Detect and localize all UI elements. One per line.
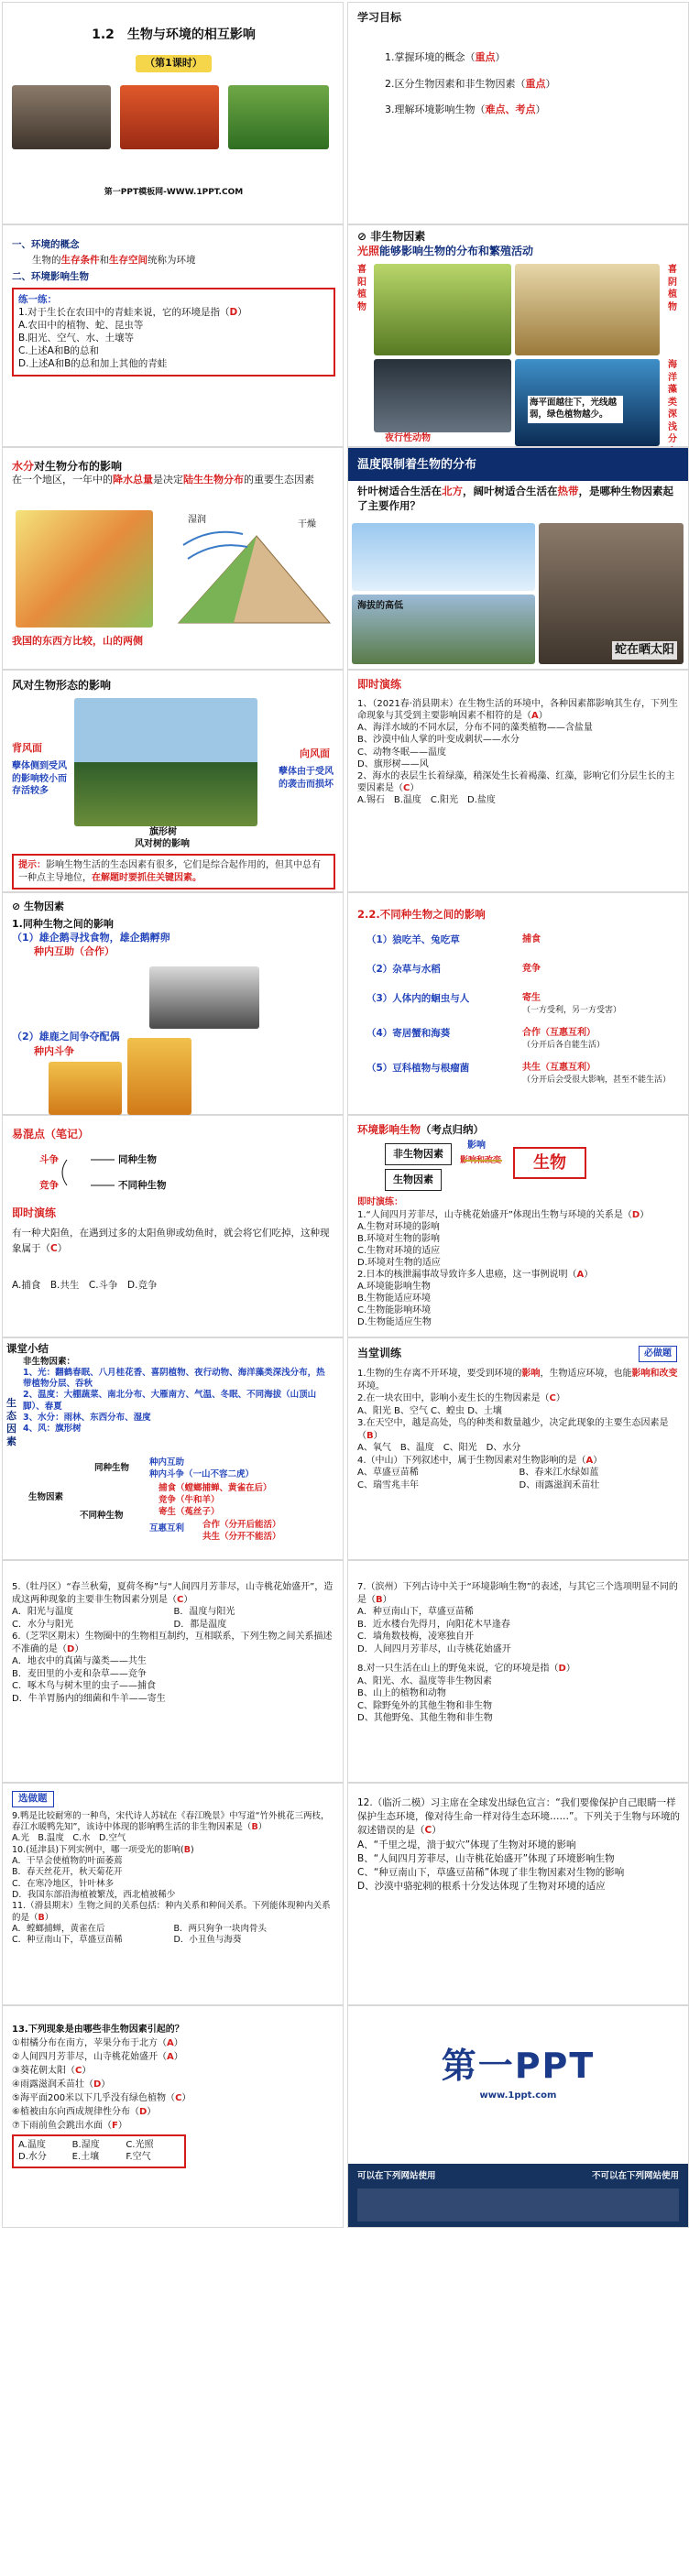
brand-url: www.1ppt.com <box>479 2090 557 2101</box>
slide-1-title <box>2 2 344 224</box>
relation-left: （2）杂草与水稻 <box>366 964 441 975</box>
diff-predation: 捕食（螳螂捕蝉、黄雀在后） <box>159 1483 272 1493</box>
option: A、“千里之堤，溃于蚁穴”体现了生物对环境的影响 <box>357 1839 576 1850</box>
slide-12-summary-quiz <box>347 1115 689 1337</box>
question-8: 8.对一只生活在山上的野兔来说，它的环境是指（D） <box>357 1664 575 1674</box>
option: B、“人间四月芳菲尽，山寺桃花始盛开”体现了环境影响生物 <box>357 1852 615 1864</box>
option: A.生物对环境的影响 <box>357 1222 440 1232</box>
label-sea-algae: 海洋藻类深浅分 <box>668 360 677 444</box>
label-flag-tree: 旗形树 <box>149 827 177 837</box>
wind-title: 风对生物形态的影响 <box>12 679 112 692</box>
brand-logo: 第一PPT www.1ppt.com <box>348 2043 688 2102</box>
relation-note: （一方受利，另一方受害） <box>522 1005 622 1015</box>
question-6: 6.（芝罘区期末）生物圈中的生物相互制约，互相联系，下列生物之间关系描述不准确的是（D） <box>12 1632 333 1654</box>
note-leeward: 孽体侧到受风的影响较小而存活较多 <box>12 761 67 796</box>
diff-competition: 竞争（牛和羊） <box>159 1495 220 1505</box>
heading-2: 二、环境影响生物 <box>12 271 89 283</box>
lesson-badge: （第1课时） <box>136 55 212 72</box>
choices-box <box>12 2134 186 2168</box>
practice-question-1: 1.生物的生存离不开环境，要受到环境的影响，生物适应环境，也能影响和改变环境。 <box>357 1369 678 1392</box>
option: B.生物能适应环境 <box>357 1293 432 1304</box>
q13-row: ⑤海平面200米以下几乎没有绿色植物（C） <box>12 2093 191 2103</box>
q13-row: ②人间四月芳菲尽，山寺桃花始盛开（A） <box>12 2052 183 2062</box>
bio-factor-label: 生物因素 <box>28 1492 64 1502</box>
box-bio: 生物因素 <box>385 1169 442 1191</box>
temp-title: 温度限制着生物的分布 <box>348 448 688 481</box>
lesson-title: 1.2 生物与环境的相互影响 <box>92 27 256 42</box>
box-nonbio: 非生物因素 <box>385 1143 452 1165</box>
slide-15-questions <box>2 1560 344 1783</box>
diff-mutualism: 互惠互利 <box>149 1523 185 1534</box>
deer-photo <box>49 1062 122 1115</box>
slide-4-light <box>347 224 689 447</box>
quiz-block <box>357 1209 681 1328</box>
option: D、旗形树——风 <box>357 759 429 770</box>
china-map <box>16 510 153 628</box>
slide-13-lesson-summary <box>2 1337 344 1560</box>
option: D、雨露滋润禾苗壮 <box>519 1479 600 1490</box>
option: C.上述A和B的总和 <box>18 345 100 357</box>
practice-question-2: 2.在一块农田中，影响小麦生长的生物因素是（C） <box>357 1393 565 1404</box>
option: B.阳光、空气、水、土壤等 <box>18 333 135 344</box>
quiz-question-2: 2.日本的核泄漏事故导致许多人患癌，这一事例说明（A） <box>357 1270 594 1280</box>
flag-tree-photo <box>74 698 257 826</box>
option: D．都是温度 <box>173 1619 227 1630</box>
label-struggle: 斗争 <box>39 1154 59 1165</box>
option: D、沙漠中骆驼刺的根系十分发达体现了生物对环境的适应 <box>357 1881 606 1893</box>
option: A、阳光 B、空气 C、蝗虫 D、土壤 <box>357 1405 502 1416</box>
option: D.环境对生物的适应 <box>357 1258 441 1268</box>
practice-label: 练一练： <box>18 293 57 305</box>
question-11: 11.（滑县期末）生物之间的关系包括：种内关系和种间关系。下列能体现种内关系的是（B） <box>12 1901 331 1923</box>
label-windward: 向风面 <box>300 748 330 759</box>
water-title: 水分对生物分布的影响 <box>12 460 123 473</box>
slide-19-question-13 <box>2 2005 344 2228</box>
diff-symbiosis: 共生（分开不能活） <box>202 1532 281 1542</box>
relation-right: 共生（互惠互利） <box>522 1063 596 1073</box>
option: C．水分与阳光 <box>12 1619 73 1630</box>
question-10: 10.(延津县)下列实例中，哪一项受光的影响(B) <box>12 1844 194 1855</box>
option: A、阳光、水、温度等非生物因素 <box>357 1675 492 1686</box>
slide-14-practice <box>347 1337 689 1560</box>
option: D．人间四月芳菲尽，山寺桃花始盛开 <box>357 1643 511 1654</box>
note-windward: 孽体由于受风的袭击而损坏 <box>279 767 334 790</box>
footer-links <box>357 2189 679 2221</box>
option: A．地衣中的真菌与藻类——共生 <box>12 1656 147 1666</box>
competition-example: （2）雄鹿之间争夺配偶 <box>12 1031 120 1042</box>
question-5: 5.（牡丹区）“春兰秋菊，夏荷冬梅”与“人间四月芳菲尽，山寺桃花始盛开”，造成这两种现象的主要非生物因素分别是（C） <box>12 1582 334 1605</box>
option: A.光 B.温度 C.水 D.空气 <box>12 1833 126 1844</box>
relation-left: （3）人体内的蛔虫与人 <box>366 993 470 1004</box>
definition: 生物的生存条件和生存空间统称为环境 <box>32 255 196 267</box>
ginseng-photo <box>515 264 660 355</box>
practice-question-3: 3.在天空中，越是高处，鸟的种类和数量越少，决定此现象的主要生态因素是（B） <box>357 1418 669 1441</box>
practice-question: 1.对于生长在农田中的青蛙来说，它的环境是指（D） <box>18 306 247 318</box>
nonbio-heading: ⊘ 非生物因素 <box>357 230 426 243</box>
relation-right: 合作（互惠互利） <box>522 1028 596 1038</box>
slide-8-drill <box>347 670 689 892</box>
slide-5-water <box>2 447 344 670</box>
summary-title: 课堂小结 <box>6 1342 49 1355</box>
tip-box: 提示：影响生物生活的生态因素有很多，它们是综合起作用的，但其中总有一种点主导地位，在解题时要抓住关键因素。 <box>12 854 335 890</box>
slide-2-goals <box>347 2 689 224</box>
quiz-question-1: 1.“人间四月芳菲尽，山寺桃花始盛开”体现出生物与环境的关系是（D） <box>357 1210 650 1220</box>
penguins-photo <box>149 966 259 1029</box>
summary-item: 3、水分：雨林、东西分布、湿度 <box>23 1412 151 1423</box>
grass-photo <box>374 264 511 355</box>
light-subtitle: 光照能够影响生物的分布和繁殖活动 <box>357 245 534 258</box>
footer-col-1: 可以在下列网站使用 <box>357 2171 436 2181</box>
relation-left: （4）寄居蟹和海葵 <box>366 1028 451 1039</box>
option: C．在寒冷地区，针叶林多 <box>12 1878 115 1889</box>
flow-arrow <box>464 1160 502 1162</box>
option: A、氧气 B、温度 C、阳光 D、水分 <box>357 1443 521 1454</box>
drill-question-1: 1、（2021春·消县期末）在生物生活的环境中，各种因素都影响其生存，下列生命现象与其受到主要影响因素不相符的是（A） <box>357 698 678 722</box>
drill-question: 有一种犬阳鱼，在遇到过多的太阳鱼卵或幼鱼时，就会将它们吃掉，这种现象属于（C） <box>12 1228 330 1254</box>
option: B、山上的植物和动物 <box>357 1688 446 1698</box>
goal-item-2: 2.区分生物因素和非生物因素（重点） <box>385 77 556 90</box>
q13-row: ①柑橘分布在南方，苹果分布于北方（A） <box>12 2038 183 2048</box>
drill-title: 即时演练 <box>12 1206 57 1219</box>
slide-6-temperature <box>347 447 689 670</box>
option: D.生物能适应生物 <box>357 1317 432 1327</box>
label-sun-plants: 喜阳植物 <box>357 265 366 312</box>
choice: F.空气 <box>126 2151 151 2162</box>
label-wet: 湿润 <box>188 515 206 525</box>
map-caption: 我国的东西方比较，山的两侧 <box>12 635 143 647</box>
option: C.生物对环境的适应 <box>357 1246 441 1256</box>
question-9: 9.鸭是比较耐寒的一种鸟，宋代诗人苏轼在《春江晚景》中写道“竹外桃花三两枝，春江水暖鸭先知”，该诗中体现的影响鸭生活的非生物因素是（B） <box>12 1810 330 1832</box>
relation-note: （分开后会受很大影响，甚至不能生活） <box>522 1075 672 1085</box>
option: C、除野兔外的其他生物和非生物 <box>357 1700 492 1711</box>
choice: B.湿度 <box>71 2140 100 2150</box>
choice: E.土壤 <box>71 2151 100 2162</box>
label-leeward: 背风面 <box>12 742 42 754</box>
confusion-title: 易混点（笔记） <box>12 1128 90 1141</box>
summary-item: 1、光：翻鹤春眠、八月桂花香、喜阴植物、夜行动物、海洋藻类深浅分布，热带植物分层、吞秋 <box>23 1368 325 1390</box>
water-paragraph: 在一个地区，一年中的降水总量是决定陆生生物分布的重要生态因素 <box>12 474 314 486</box>
cooperation-type: 种内互助（合作） <box>34 944 115 957</box>
same-help: 种内互助 <box>149 1457 185 1468</box>
relation-left: （5）豆科植物与根瘤菌 <box>366 1063 470 1074</box>
option: B．春天丝花开，秋天菊花开 <box>12 1867 123 1878</box>
relation-right: 竞争 <box>522 964 541 974</box>
option: A.农田中的植物、蛇、昆虫等 <box>18 319 144 331</box>
slide-7-wind <box>2 670 344 892</box>
optional-tag: 选做题 <box>12 1791 54 1807</box>
question-12: 12.（临沂二模）习主席在全球发出绿色宣言：“我们要像保护自己眼睛一样保护生态环境，像对待生命一样对待生态环境……”。下列关于生物与环境的叙述错误的是（C） <box>357 1797 680 1837</box>
label-night-animals: 夜行性动物 <box>385 433 431 443</box>
bio-heading: ⊘ 生物因素 <box>12 901 65 912</box>
option: C.生物能影响环境 <box>357 1305 432 1315</box>
diff-cooperation: 合作（分开后能活） <box>202 1520 281 1530</box>
option: D.上述A和B的总和加上其他的青蛙 <box>18 358 168 370</box>
slide-18-question-12 <box>347 1783 689 2005</box>
q13-row: ⑦下雨前鱼会跳出水面（F） <box>12 2121 127 2131</box>
slide-3-environment-concept <box>2 224 344 447</box>
goal-item-1: 1.掌握环境的概念（重点） <box>385 51 506 64</box>
label-wind-effect: 风对树的影响 <box>135 839 190 849</box>
option: D．小丑鱼与海葵 <box>173 1935 242 1946</box>
box-organism: 生物 <box>513 1147 586 1179</box>
drill-question-2: 2、海水的表层生长着绿藻，稍深处生长着褐藻、红藻，影响它们分层生长的主要因素是（C） <box>357 770 675 794</box>
question-13: 13.下列现象是由哪些非生物因素引起的？ <box>12 2025 184 2035</box>
footer-band <box>348 2164 688 2227</box>
drill-title: 即时演练： <box>357 1197 403 1207</box>
ocean-note: 海平面越往下，光线越弱，绿色植物越少。 <box>528 396 623 423</box>
giraffe-photo <box>127 1038 191 1115</box>
option: C、动物冬眠——温度 <box>357 747 446 758</box>
same-fight: 种内斗争（一山不容二虎） <box>149 1469 255 1479</box>
summary-item: 4、风：旗形树 <box>23 1423 82 1434</box>
relation-list <box>366 933 504 1091</box>
env-title: 环境影响生物（考点归纳） <box>357 1123 484 1136</box>
frog-photo <box>228 85 329 149</box>
option: A、草盛豆苗稀 <box>357 1468 419 1479</box>
option: C、瑞雪兆丰年 <box>357 1479 419 1490</box>
relation-note: （分开后各自能生活） <box>522 1040 606 1050</box>
option: B．近水楼台先得月，向阳花木早逢春 <box>357 1619 510 1630</box>
same-species-label: 同种生物 <box>94 1463 130 1473</box>
arrow-label: 影响 <box>467 1141 486 1151</box>
slide-16-questions <box>347 1560 689 1783</box>
required-tag: 必做题 <box>639 1346 677 1362</box>
question-7: 7.（滨州）下列古诗中关于“环境影响生物”的表述，与其它三个选项明显不同的是（B） <box>357 1582 678 1605</box>
option: B．温度与阳光 <box>173 1607 235 1617</box>
choice: C.光照 <box>126 2140 154 2150</box>
q13-row: ③葵花朝太阳（C） <box>12 2066 92 2076</box>
watermark: 第一PPT模板网-WWW.1PPT.COM <box>104 187 244 197</box>
summary-side: 生态因素 <box>6 1397 16 1448</box>
temp-question: 针叶树适合生活在北方，阔叶树适合生活在热带，是哪种生物因素起了主要作用？ <box>357 485 673 512</box>
diff-parasitism: 寄生（菟丝子） <box>159 1507 220 1517</box>
slide-17-optional <box>2 1783 344 2005</box>
slide-11-confusion <box>2 1115 344 1337</box>
label-diff-species: 不同种生物 <box>118 1180 167 1191</box>
heading-1: 一、环境的概念 <box>12 239 80 250</box>
option: C、“种豆南山下，草盛豆苗稀”体现了非生物因素对生物的影响 <box>357 1867 625 1879</box>
option: A.环境能影响生物 <box>357 1282 431 1292</box>
option: C．种豆南山下，草盛豆苗稀 <box>12 1935 123 1946</box>
label-dry: 干燥 <box>298 519 316 529</box>
cooperation-example: （1）雄企鹅寻找食物，雄企鹅孵卵 <box>12 931 170 944</box>
choice: D.水分 <box>18 2151 47 2162</box>
option: A．阳光与温度 <box>12 1607 73 1617</box>
bat-photo <box>374 359 511 432</box>
slide-20-logo <box>347 2005 689 2228</box>
relation-types <box>522 933 678 1098</box>
option: D．牛羊胃肠内的细菌和牛羊——寄生 <box>12 1693 166 1704</box>
label-altitude: 海拔的高低 <box>357 601 403 611</box>
q13-row: ⑥植被由东向西成规律性分布（D） <box>12 2107 157 2117</box>
mountain-diagram <box>170 508 334 628</box>
flower-photo <box>120 85 219 149</box>
competition-type: 种内斗争 <box>34 1045 74 1057</box>
goals-title: 学习目标 <box>357 11 402 24</box>
option: B、沙漠中仙人掌的叶变成刺状——水分 <box>357 735 519 746</box>
arrow-label-2: 影响和改变 <box>460 1156 502 1165</box>
relation-left: （1）狼吃羊、兔吃草 <box>366 934 460 945</box>
q13-row: ④雨露滋润禾苗壮（D） <box>12 2079 111 2090</box>
practice-title: 当堂训练 <box>357 1347 402 1359</box>
drill-title: 即时演练 <box>357 678 402 691</box>
slide-10-different-species <box>347 892 689 1115</box>
option: A．螳螂捕蝉，黄雀在后 <box>12 1924 105 1935</box>
penguin-photo <box>12 85 111 149</box>
choice: A.温度 <box>18 2140 46 2150</box>
option: D、其他野兔、其他生物和非生物 <box>357 1713 493 1723</box>
diff-species-label: 不同种生物 <box>80 1511 124 1521</box>
option: B、春来江水绿如蓝 <box>519 1468 599 1479</box>
label-same-species: 同种生物 <box>118 1154 157 1165</box>
option: A．种豆南山下，草盛豆苗稀 <box>357 1607 474 1617</box>
relation-right: 寄生 <box>522 993 541 1003</box>
goal-item-3: 3.理解环境影响生物（难点、考点） <box>385 104 546 116</box>
same-species-title: 1.同种生物之间的影响 <box>12 917 114 930</box>
option: C．墙角数枝梅，凌寒独自开 <box>357 1632 474 1642</box>
relation-right: 捕食 <box>522 934 541 944</box>
option: B.环境对生物的影响 <box>357 1234 441 1244</box>
footer-col-3: 不可以在下列网站使用 <box>591 2171 679 2181</box>
practice-box <box>12 288 335 377</box>
option: A.捕食 B.共生 C.斗争 D.竞争 <box>12 1280 158 1291</box>
practice-question-4: 4.（中山）下列叙述中，属于生物因素对生物影响的是（A） <box>357 1455 603 1466</box>
option: A.锡石 B.温度 C.阳光 D.盐度 <box>357 795 496 806</box>
option: B．两只狗争一块肉骨头 <box>173 1924 268 1935</box>
label-shade-plants: 喜阴植物 <box>668 265 677 312</box>
option: C．啄木鸟与树木里的虫子——捕食 <box>12 1681 156 1691</box>
label-snake: 蛇在晒太阳 <box>612 641 677 660</box>
slide-9-same-species <box>2 892 344 1115</box>
summary-item: 2、温度：大棚蔬菜、南北分布、大雁南方、气温、冬眠、不同海拔（山顶山脚）、春夏 <box>23 1390 317 1412</box>
nonbio-summary: 非生物因素： 1、光：翻鹤春眠、八月桂花香、喜阴植物、夜行动物、海洋藻类深浅分布，热带植物分层、吞秋 2、温度：大棚蔬菜、南北分布、大雁南方、气温、冬眠、不同海拔（山顶山脚）、春夏 3、水分：雨林、东西分布、湿度 4、风：旗形树 <box>23 1357 332 1435</box>
label-competition: 竞争 <box>39 1180 59 1191</box>
option: B．麦田里的小麦和杂草——竞争 <box>12 1668 147 1679</box>
option: A、海洋水域的不同水层，分布不同的藻类植物——含盐量 <box>357 723 593 734</box>
option: A．干旱会使植物的叶面萎蔫 <box>12 1856 123 1867</box>
option: D．我国东部沿海植被繁茂，西北植被稀少 <box>12 1890 176 1901</box>
birds-photo <box>352 523 535 591</box>
diff-species-title: 2.2.不同种生物之间的影响 <box>357 908 486 921</box>
